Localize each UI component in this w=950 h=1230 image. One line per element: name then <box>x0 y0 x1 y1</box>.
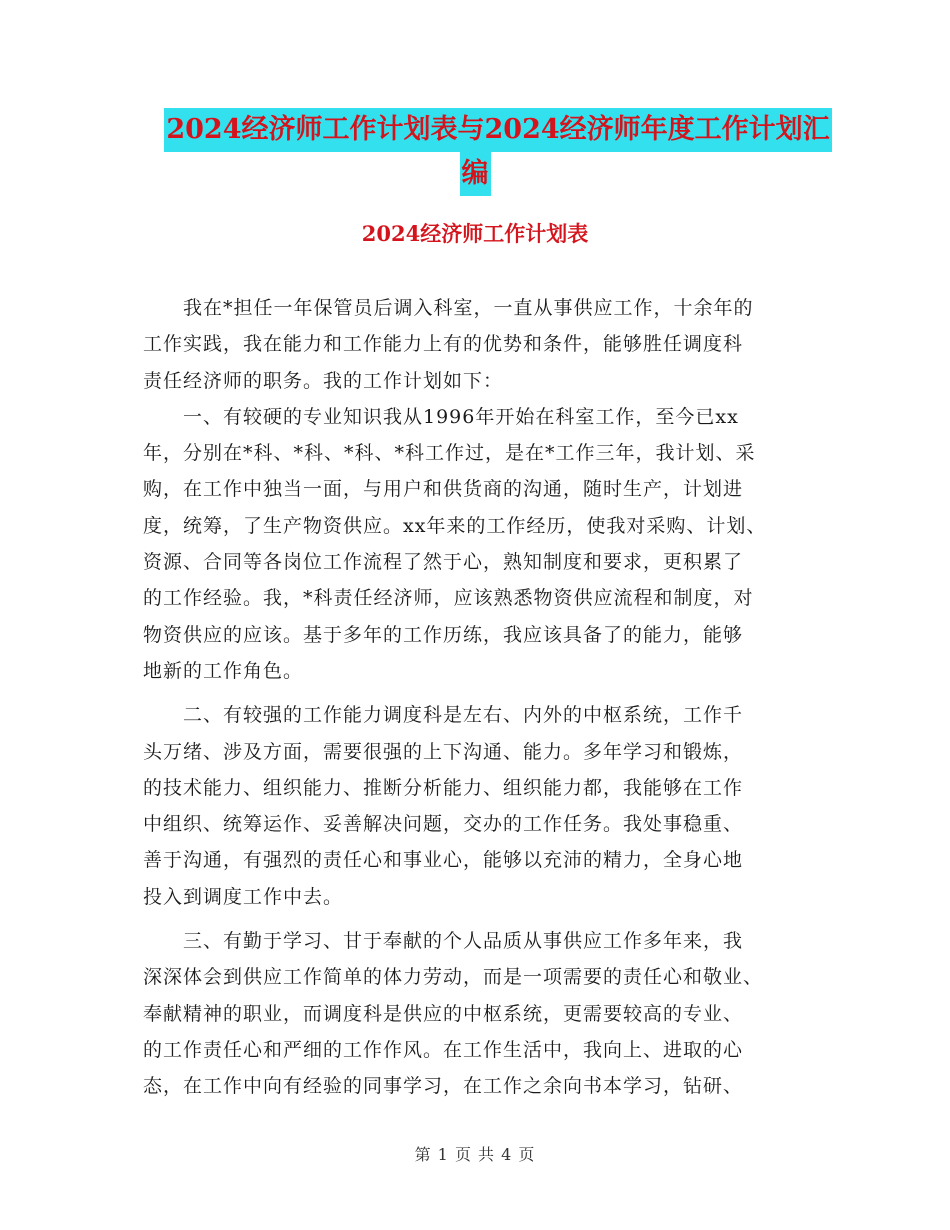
paragraph-gap <box>143 689 813 697</box>
body-line: 善于沟通，有强烈的责任心和事业心，能够以充沛的精力，全身心地 <box>143 849 744 872</box>
body-line: 二、有较强的工作能力调度科是左右、内外的中枢系统，工作千 <box>143 704 744 727</box>
body-line: 中组织、统筹运作、妥善解决问题，交办的工作任务。我处事稳重、 <box>143 813 744 836</box>
body-line: 头万绪、涉及方面，需要很强的上下沟通、能力。多年学习和锻炼， <box>143 740 744 763</box>
document-title-line-2: 编 <box>460 152 491 196</box>
body-line: 深深体会到供应工作简单的体力劳动，而是一项需要的责任心和敬业、 <box>143 966 764 989</box>
page-footer: 第 1 页 共 4 页 <box>414 1145 536 1164</box>
section-title: 2024经济师工作计划表 <box>361 221 589 246</box>
body-line: 态，在工作中向有经验的同事学习，在工作之余向书本学习，钻研、 <box>143 1075 744 1098</box>
body-line: 奉献精神的职业，而调度科是供应的中枢系统，更需要较高的专业、 <box>143 1002 744 1025</box>
document-title-line-1: 2024经济师工作计划表与2024经济师年度工作计划汇 <box>164 108 831 152</box>
body-line: 的工作责任心和严细的工作作风。在工作生活中，我向上、进取的心 <box>143 1038 744 1061</box>
body-line: 投入到调度工作中去。 <box>143 885 344 908</box>
body-line: 年，分别在*科、*科、*科、*科工作过，是在*工作三年，我计划、采 <box>143 442 756 465</box>
body-line: 工作实践，我在能力和工作能力上有的优势和条件，能够胜任调度科 <box>143 333 744 356</box>
document-body <box>143 290 813 1105</box>
body-line: 的技术能力、组织能力、推断分析能力、组织能力都，我能够在工作 <box>143 776 744 799</box>
body-line: 的工作经验。我，*科责任经济师，应该熟悉物资供应流程和制度，对 <box>143 587 754 610</box>
body-line: 购，在工作中独当一面，与用户和供货商的沟通，随时生产，计划进 <box>143 478 744 501</box>
body-line: 三、有勤于学习、甘于奉献的个人品质从事供应工作多年来，我 <box>143 930 744 953</box>
body-line: 度，统筹，了生产物资供应。xx年来的工作经历，使我对采购、计划、 <box>143 514 767 537</box>
body-line: 责任经济师的职务。我的工作计划如下： <box>143 369 504 392</box>
document-title <box>0 108 950 196</box>
body-line: 地新的工作角色。 <box>143 659 304 682</box>
body-line: 我在*担任一年保管员后调入科室，一直从事供应工作，十余年的 <box>143 297 754 319</box>
paragraph-gap <box>143 915 813 923</box>
body-line: 一、有较硬的专业知识我从1996年开始在科室工作，至今已xx <box>143 405 739 428</box>
body-line: 资源、合同等各岗位工作流程了然于心，熟知制度和要求，更积累了 <box>143 551 744 574</box>
body-line: 物资供应的应该。基于多年的工作历练，我应该具备了的能力，能够 <box>143 623 744 646</box>
